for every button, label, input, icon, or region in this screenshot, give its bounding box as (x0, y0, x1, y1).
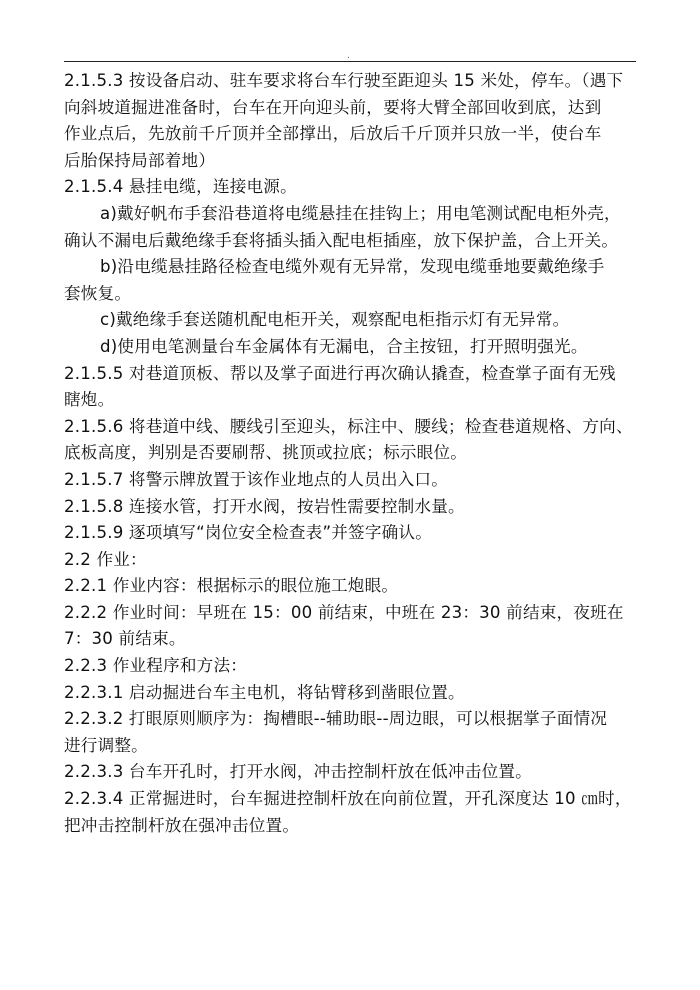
text-line: 确认不漏电后戴绝缘手套将插头插入配电柜插座，放下保护盖，合上开关。 (64, 230, 619, 250)
section-heading-2-2-1: 2.2.1 作业内容：根据标示的眼位施工炮眼。 (64, 576, 399, 596)
text-line: 把冲击控制杆放在强冲击位置。 (64, 815, 300, 835)
section-heading-2-1-5-5: 2.1.5.5 对巷道顶板、帮以及掌子面进行再次确认撬查，检查掌子面有无残 (64, 363, 616, 383)
section-heading-2-2: 2.2 作业： (64, 549, 147, 569)
section-heading-2-1-5-9: 2.1.5.9 逐项填写“岗位安全检查表”并签字确认。 (64, 523, 433, 543)
section-heading-2-2-3-4: 2.2.3.4 正常掘进时，台车掘进控制杆放在向前位置，开孔深度达 10 ㎝时， (64, 789, 632, 809)
list-item-b: b)沿电缆悬挂路径检查电缆外观有无异常，发现电缆垂地要戴绝缘手 (100, 257, 605, 277)
text-line: 套恢复。 (64, 283, 132, 303)
text-line: 底板高度，判别是否要刷帮、挑顶或拉底；标示眼位。 (64, 443, 468, 463)
section-heading-2-1-5-8: 2.1.5.8 连接水管，打开水阀，按岩性需要控制水量。 (64, 496, 465, 516)
header-rule (64, 61, 636, 62)
text-line: 向斜坡道掘进准备时，台车在开向迎头前，要将大臂全部回收到底，达到 (64, 97, 602, 117)
text-line: 作业点后，先放前千斤顶并全部撑出，后放后千斤顶并只放一半，使台车 (64, 124, 602, 144)
section-heading-2-1-5-4: 2.1.5.4 悬挂电缆，连接电源。 (64, 177, 297, 197)
section-heading-2-2-3: 2.2.3 作业程序和方法： (64, 656, 248, 676)
header-mark: . (347, 51, 350, 61)
document-body (64, 68, 638, 839)
text-line: 瞎炮。 (64, 390, 115, 410)
text-line: 后胎保持局部着地） (64, 150, 216, 170)
section-heading-2-2-3-3: 2.2.3.3 台车开孔时，打开水阀，冲击控制杆放在低冲击位置。 (64, 762, 532, 782)
list-item-a: a)戴好帆布手套沿巷道将电缆悬挂在挂钩上；用电笔测试配电柜外壳， (100, 203, 621, 223)
section-heading-2-1-5-7: 2.1.5.7 将警示牌放置于该作业地点的人员出入口。 (64, 469, 449, 489)
text-line: 2.1.5.3 按设备启动、驻车要求将台车行驶至距迎头 15 米处，停车。（遇下 (64, 71, 624, 90)
list-item-c: c)戴绝缘手套送随机配电柜开关，观察配电柜指示灯有无异常。 (100, 310, 570, 330)
section-heading-2-2-3-2: 2.2.3.2 打眼原则顺序为：掏槽眼--辅助眼--周边眼，可以根据掌子面情况 (64, 709, 608, 729)
text-line: 7：30 前结束。 (64, 629, 186, 649)
section-heading-2-2-3-1: 2.2.3.1 启动掘进台车主电机，将钻臂移到凿眼位置。 (64, 682, 465, 702)
section-heading-2-1-5-6: 2.1.5.6 将巷道中线、腰线引至迎头，标注中、腰线；检查巷道规格、方向、 (64, 416, 633, 436)
text-line: 进行调整。 (64, 735, 148, 755)
section-heading-2-2-2: 2.2.2 作业时间：早班在 15：00 前结束，中班在 23：30 前结束，夜班在 (64, 602, 624, 622)
list-item-d: d)使用电笔测量台车金属体有无漏电，合主按钮，打开照明强光。 (100, 336, 588, 356)
